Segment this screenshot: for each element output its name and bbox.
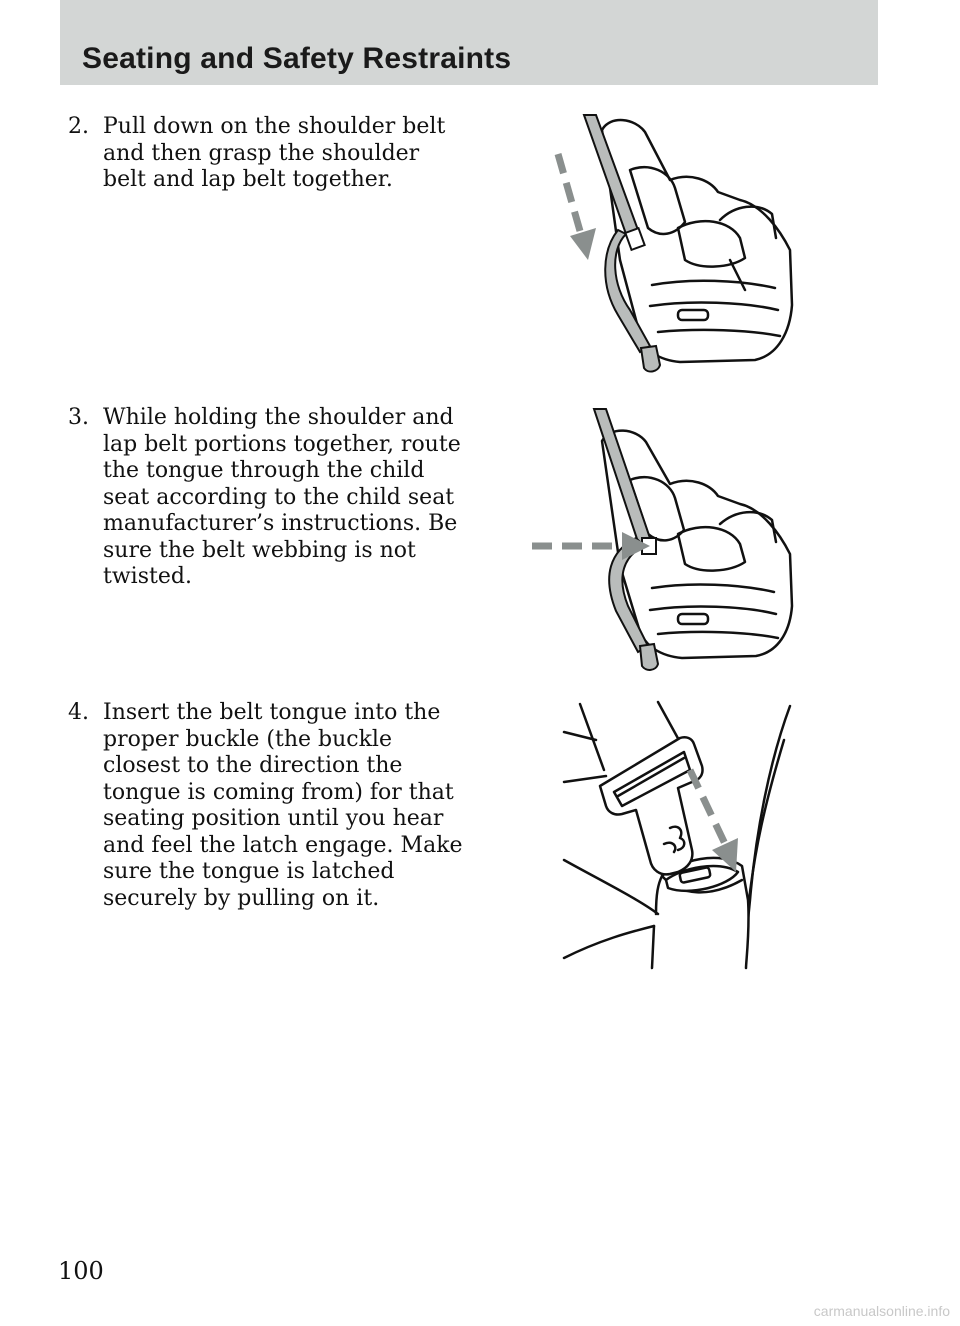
- step-3: [68, 405, 468, 591]
- child-seat-pull-belt-illustration: [540, 110, 810, 380]
- step-4: [68, 700, 468, 912]
- step-text: Pull down on the shoulder belt and then grasp the shoulder belt and lap belt together.: [103, 114, 446, 192]
- step-text: While holding the shoulder and lap belt portions together, route the tongue through the child seat according to the child seat manufacturer’s instructions. Be sure the belt webbing is not twisted.: [103, 405, 461, 589]
- page-title: Seating and Safety Restraints: [82, 42, 512, 75]
- page-header: [60, 0, 878, 85]
- step-number: 2.: [68, 114, 89, 139]
- buckle-insert-illustration: [560, 700, 800, 970]
- step-text: Insert the belt tongue into the proper buckle (the buckle closest to the direction the tongue is coming from) for that seating position until you hear and feel the latch engage. Make sure the tongue is latched securely by pulling on it.: [103, 700, 463, 911]
- watermark: carmanualsonline.info: [813, 1303, 950, 1319]
- step-2: [68, 114, 468, 194]
- step-number: 4.: [68, 700, 89, 725]
- page-number: 100: [58, 1257, 104, 1285]
- step-number: 3.: [68, 405, 89, 430]
- child-seat-route-tongue-illustration: [528, 406, 808, 676]
